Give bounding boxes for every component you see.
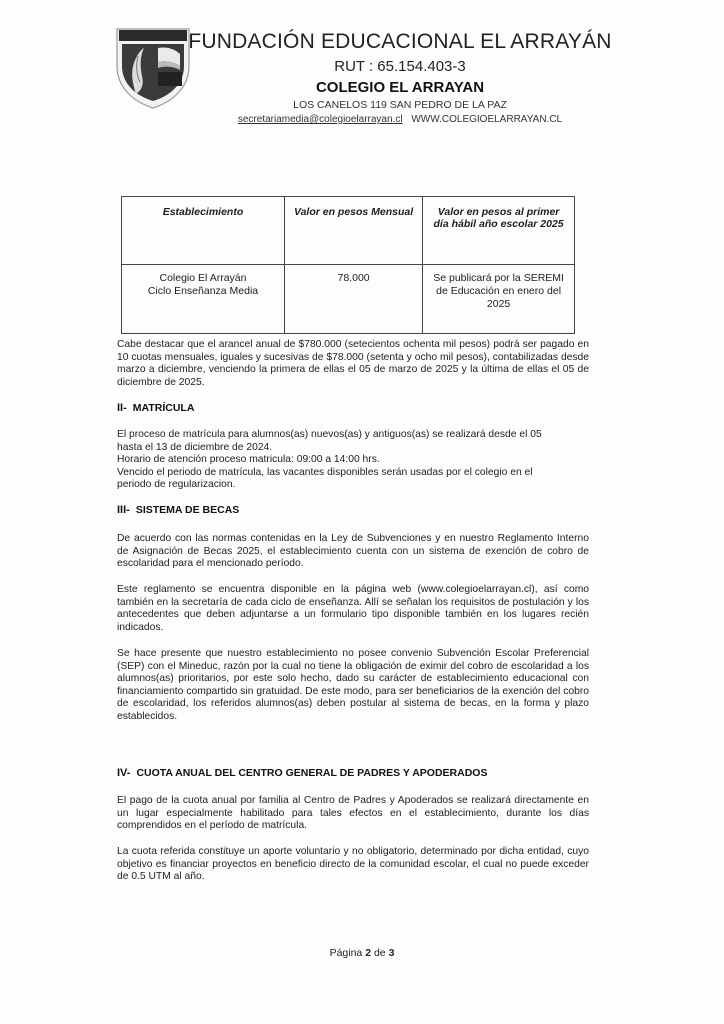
becas-paragraph-2: Este reglamento se encuentra disponible en la página web (www.colegioelarrayan.cl), así como también en la secretaría de cada ciclo de enseñanza. Allí se señalan los requisitos de postulación y los antecedentes que deben adjuntarse a un formulario tipo disponible también en los lugares recién indicados. — [117, 584, 589, 633]
total-pages-number: 3 — [388, 947, 395, 959]
establishment-cell — [122, 265, 285, 334]
matricula-text — [117, 429, 589, 492]
text-line: periodo de regularizacion. — [117, 479, 236, 491]
first-day-value-cell: Se publicará por la SEREMI de Educación en enero del 2025 — [423, 265, 575, 334]
text-line: hasta el 13 de diciembre de 2024. — [117, 441, 273, 453]
current-page-number: 2 — [365, 947, 372, 959]
page-number-footer: Página 2 de 3 — [329, 947, 395, 959]
section-heading-cuota-anual: IV- CUOTA ANUAL DEL CENTRO GENERAL DE PADRES Y APODERADOS — [117, 767, 488, 779]
establishment-name: Colegio El Arrayán — [159, 272, 247, 284]
table-row — [122, 265, 575, 334]
fees-table — [121, 196, 575, 334]
monthly-value-cell: 78.000 — [284, 265, 422, 334]
section-heading-becas: III- SISTEMA DE BECAS — [117, 504, 240, 516]
text-line: Vencido el periodo de matrícula, las vacantes disponibles serán usadas por el colegio en el — [117, 466, 533, 478]
table-header-cell: Valor en pesos Mensual — [284, 197, 422, 265]
establishment-cycle: Ciclo Enseñanza Media — [147, 285, 259, 298]
cuota-paragraph-2: La cuota referida constituye un aporte voluntario y no obligatorio, determinado por dicha entidad, cuyo objetivo es financiar proyectos en beneficio directo de la comunidad escolar, el cual no puede exceder de 0.5 UTM al año. — [117, 846, 589, 883]
organization-rut: RUT : 65.154.403-3 — [334, 58, 466, 75]
contact-line — [150, 114, 650, 125]
section-heading-matricula: II- MATRÍCULA — [117, 402, 195, 414]
school-name: COLEGIO EL ARRAYAN — [315, 79, 485, 96]
organization-name: FUNDACIÓN EDUCACIONAL EL ARRAYÁN — [188, 30, 612, 53]
becas-paragraph-3: Se hace presente que nuestro establecimiento no posee convenio Subvención Escolar Preferencial (SEP) con el Mineduc, razón por la cual no tiene la obligación de eximir del cobro de escolaridad a los alumnos(as) prioritarios, por este solo hecho, dado su carácter de establecimiento educacional con financiamiento compartido sin gratuidad. De este modo, para ser beneficiarios de la exención del cobro de escolaridad, los referidos alumnos(as) deben postular al sistema de becas, en la forma y plazo establecidos. — [117, 648, 589, 722]
school-address: LOS CANELOS 119 SAN PEDRO DE LA PAZ — [293, 99, 507, 111]
cuota-paragraph-1: El pago de la cuota anual por familia al Centro de Padres y Apoderados se realizará directamente en un lugar especialmente habilitado para tales efectos en el establecimiento, durante los días comprendidos en el período de matrícula. — [117, 795, 589, 832]
becas-paragraph-1: De acuerdo con las normas contenidas en la Ley de Subvenciones y en nuestro Reglamento Interno de Asignación de Becas 2025, el establecimiento cuenta con un sistema de exención de cobro de escolaridad para el mencionado período. — [117, 533, 589, 570]
annual-fee-paragraph: Cabe destacar que el arancel anual de $780.000 (setecientos ochenta mil pesos) podrá ser pagado en 10 cuotas mensuales, iguales y sucesivas de $78.000 (setenta y ocho mil pesos), contabilizadas desde marzo a diciembre, venciendo la primera de ellas el 05 de marzo de 2025 y la última de ellas el 05 de diciembre de 2025. — [117, 339, 589, 388]
text-line: Horario de atención proceso matricula: 09:00 a 14:00 hrs. — [117, 454, 380, 466]
table-header-row — [122, 197, 575, 265]
table-header-cell: Valor en pesos al primer día hábil año escolar 2025 — [423, 197, 575, 265]
email-link[interactable]: secretariamedia@colegioelarrayan.cl — [237, 114, 403, 125]
table-header-cell: Establecimiento — [122, 197, 285, 265]
text-line: El proceso de matrícula para alumnos(as) nuevos(as) y antiguos(as) se realizará desde el 05 — [117, 429, 542, 440]
website-link[interactable]: WWW.COLEGIOELARRAYAN.CL — [411, 114, 563, 125]
